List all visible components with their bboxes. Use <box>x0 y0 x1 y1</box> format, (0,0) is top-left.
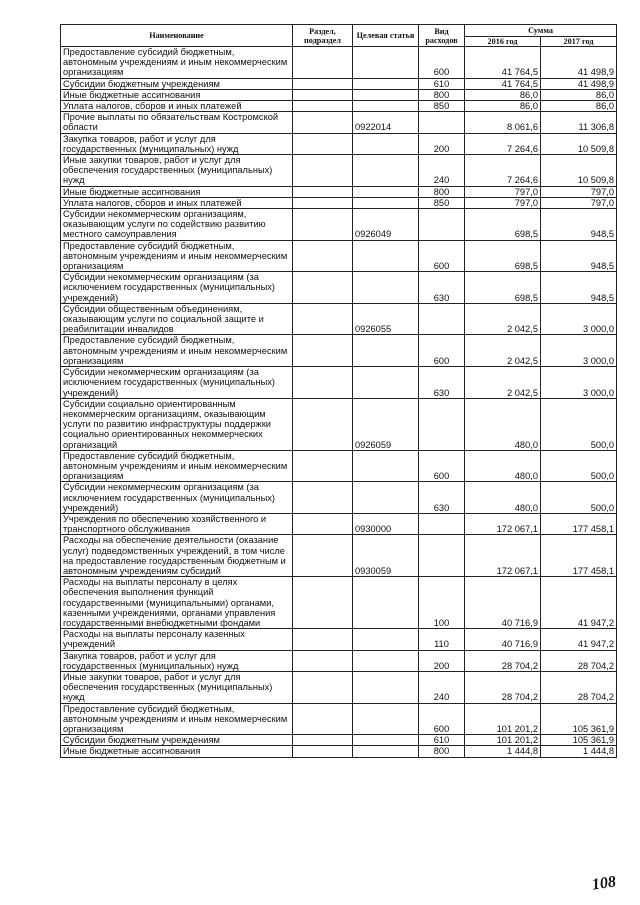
cell-y2016: 86,0 <box>465 89 541 100</box>
table-row <box>61 746 617 757</box>
cell-y2017: 1 444,8 <box>541 746 617 757</box>
cell-section <box>293 482 353 514</box>
cell-section <box>293 209 353 241</box>
cell-type: 200 <box>419 650 465 671</box>
cell-name: Уплата налогов, сборов и иных платежей <box>61 197 293 208</box>
table-row <box>61 240 617 272</box>
cell-y2016: 101 201,2 <box>465 735 541 746</box>
header-type: Вид расходов <box>419 25 465 47</box>
cell-target <box>353 272 419 304</box>
table-row <box>61 133 617 154</box>
cell-y2017: 105 361,9 <box>541 735 617 746</box>
cell-y2016: 480,0 <box>465 398 541 450</box>
cell-y2017: 105 361,9 <box>541 703 617 735</box>
cell-y2016: 41 764,5 <box>465 78 541 89</box>
cell-y2017: 11 306,8 <box>541 112 617 133</box>
cell-name: Прочие выплаты по обязательствам Костромской области <box>61 112 293 133</box>
header-name: Наименование <box>61 25 293 47</box>
cell-type: 630 <box>419 272 465 304</box>
cell-section <box>293 133 353 154</box>
cell-type: 200 <box>419 133 465 154</box>
table-row <box>61 335 617 367</box>
table-row <box>61 650 617 671</box>
cell-y2017: 500,0 <box>541 450 617 482</box>
cell-target <box>353 89 419 100</box>
cell-target <box>353 577 419 629</box>
cell-y2016: 698,5 <box>465 240 541 272</box>
table-row <box>61 197 617 208</box>
cell-target <box>353 186 419 197</box>
cell-y2017: 3 000,0 <box>541 367 617 399</box>
page-number: 108 <box>590 873 617 894</box>
cell-section <box>293 78 353 89</box>
table-row <box>61 398 617 450</box>
cell-y2016: 172 067,1 <box>465 535 541 577</box>
table-row <box>61 513 617 534</box>
cell-name: Субсидии бюджетным учреждениям <box>61 735 293 746</box>
table-row <box>61 209 617 241</box>
cell-y2016: 7 264,6 <box>465 155 541 187</box>
cell-y2016: 28 704,2 <box>465 671 541 703</box>
cell-type: 610 <box>419 735 465 746</box>
cell-target <box>353 650 419 671</box>
cell-y2017: 10 509,8 <box>541 133 617 154</box>
cell-type: 850 <box>419 101 465 112</box>
cell-section <box>293 155 353 187</box>
header-section: Раздел, подраздел <box>293 25 353 47</box>
cell-name: Закупка товаров, работ и услуг для государственных (муниципальных) нужд <box>61 650 293 671</box>
cell-y2016: 28 704,2 <box>465 650 541 671</box>
cell-name: Субсидии некоммерческим организациям (за исключением государственных (муниципальных) учреждений) <box>61 367 293 399</box>
table-row <box>61 78 617 89</box>
header-year-2017: 2017 год <box>541 37 617 47</box>
cell-type: 600 <box>419 335 465 367</box>
cell-target <box>353 78 419 89</box>
cell-type <box>419 209 465 241</box>
cell-section <box>293 513 353 534</box>
cell-y2016: 480,0 <box>465 450 541 482</box>
cell-y2016: 698,5 <box>465 272 541 304</box>
cell-target: 0930059 <box>353 535 419 577</box>
cell-y2016: 797,0 <box>465 197 541 208</box>
cell-y2017: 3 000,0 <box>541 303 617 335</box>
cell-name: Иные закупки товаров, работ и услуг для обеспечения государственных (муниципальных) нужд <box>61 155 293 187</box>
cell-type: 800 <box>419 746 465 757</box>
table-row <box>61 671 617 703</box>
cell-name: Предоставление субсидий бюджетным, автономным учреждениям и иным некоммерческим организациям <box>61 47 293 79</box>
cell-section <box>293 335 353 367</box>
table-row <box>61 629 617 650</box>
cell-y2016: 1 444,8 <box>465 746 541 757</box>
table-row <box>61 535 617 577</box>
cell-name: Иные бюджетные ассигнования <box>61 89 293 100</box>
table-row <box>61 155 617 187</box>
cell-y2016: 2 042,5 <box>465 335 541 367</box>
cell-y2017: 177 458,1 <box>541 513 617 534</box>
cell-target: 0926055 <box>353 303 419 335</box>
cell-y2017: 3 000,0 <box>541 335 617 367</box>
cell-name: Иные бюджетные ассигнования <box>61 186 293 197</box>
cell-y2017: 10 509,8 <box>541 155 617 187</box>
table-row <box>61 367 617 399</box>
cell-type: 800 <box>419 186 465 197</box>
cell-y2017: 797,0 <box>541 186 617 197</box>
cell-y2017: 41 498,9 <box>541 78 617 89</box>
header-target: Целевая статья <box>353 25 419 47</box>
cell-section <box>293 186 353 197</box>
cell-y2017: 41 947,2 <box>541 577 617 629</box>
cell-name: Уплата налогов, сборов и иных платежей <box>61 101 293 112</box>
cell-y2016: 86,0 <box>465 101 541 112</box>
cell-section <box>293 746 353 757</box>
cell-type: 630 <box>419 367 465 399</box>
cell-section <box>293 101 353 112</box>
cell-y2017: 28 704,2 <box>541 650 617 671</box>
cell-target <box>353 335 419 367</box>
cell-name: Закупка товаров, работ и услуг для государственных (муниципальных) нужд <box>61 133 293 154</box>
cell-target <box>353 101 419 112</box>
cell-y2017: 28 704,2 <box>541 671 617 703</box>
cell-y2016: 40 716,9 <box>465 629 541 650</box>
cell-type <box>419 112 465 133</box>
cell-section <box>293 577 353 629</box>
cell-section <box>293 735 353 746</box>
header-sum: Сумма <box>465 25 617 37</box>
cell-y2016: 7 264,6 <box>465 133 541 154</box>
cell-type: 240 <box>419 155 465 187</box>
cell-target <box>353 482 419 514</box>
table-row <box>61 482 617 514</box>
cell-name: Расходы на обеспечение деятельности (оказание услуг) подведомственных учреждений, в том числе на предоставление государственным бюджетным и автономным учреждениям субсидий <box>61 535 293 577</box>
cell-type: 600 <box>419 240 465 272</box>
cell-target <box>353 47 419 79</box>
cell-y2017: 948,5 <box>541 272 617 304</box>
cell-y2017: 948,5 <box>541 209 617 241</box>
cell-type: 110 <box>419 629 465 650</box>
cell-name: Субсидии некоммерческим организациям, оказывающим услуги по содействию развитию местного самоуправления <box>61 209 293 241</box>
cell-type: 600 <box>419 450 465 482</box>
cell-name: Иные бюджетные ассигнования <box>61 746 293 757</box>
cell-type: 800 <box>419 89 465 100</box>
table-row <box>61 47 617 79</box>
cell-name: Предоставление субсидий бюджетным, автономным учреждениям и иным некоммерческим организациям <box>61 335 293 367</box>
cell-section <box>293 629 353 650</box>
cell-type: 100 <box>419 577 465 629</box>
cell-section <box>293 671 353 703</box>
cell-section <box>293 47 353 79</box>
cell-name: Субсидии бюджетным учреждениям <box>61 78 293 89</box>
table-row <box>61 735 617 746</box>
cell-y2016: 172 067,1 <box>465 513 541 534</box>
cell-type <box>419 535 465 577</box>
cell-y2017: 797,0 <box>541 197 617 208</box>
table-row <box>61 186 617 197</box>
cell-name: Расходы на выплаты персоналу в целях обеспечения выполнения функций государственными (муниципальными) органами, казенными учреждениями, органами управления государственными внебюджетными фондами <box>61 577 293 629</box>
cell-y2017: 948,5 <box>541 240 617 272</box>
table-row <box>61 272 617 304</box>
cell-section <box>293 303 353 335</box>
cell-target <box>353 735 419 746</box>
cell-y2017: 86,0 <box>541 89 617 100</box>
cell-type: 600 <box>419 47 465 79</box>
cell-name: Иные закупки товаров, работ и услуг для обеспечения государственных (муниципальных) нужд <box>61 671 293 703</box>
cell-section <box>293 240 353 272</box>
cell-name: Субсидии некоммерческим организациям (за исключением государственных (муниципальных) учреждений) <box>61 272 293 304</box>
cell-type: 630 <box>419 482 465 514</box>
cell-name: Расходы на выплаты персоналу казенных учреждений <box>61 629 293 650</box>
budget-table <box>60 24 617 758</box>
cell-target: 0930000 <box>353 513 419 534</box>
cell-y2017: 41 498,9 <box>541 47 617 79</box>
cell-target <box>353 367 419 399</box>
cell-y2016: 8 061,6 <box>465 112 541 133</box>
cell-y2017: 500,0 <box>541 398 617 450</box>
cell-target <box>353 629 419 650</box>
cell-section <box>293 450 353 482</box>
cell-section <box>293 535 353 577</box>
cell-y2016: 101 201,2 <box>465 703 541 735</box>
cell-y2017: 41 947,2 <box>541 629 617 650</box>
cell-type <box>419 303 465 335</box>
cell-target <box>353 240 419 272</box>
table-row <box>61 101 617 112</box>
cell-y2017: 177 458,1 <box>541 535 617 577</box>
cell-y2016: 2 042,5 <box>465 367 541 399</box>
cell-y2016: 2 042,5 <box>465 303 541 335</box>
table-row <box>61 703 617 735</box>
cell-y2017: 500,0 <box>541 482 617 514</box>
table-header <box>61 25 617 47</box>
cell-name: Предоставление субсидий бюджетным, автономным учреждениям и иным некоммерческим организациям <box>61 240 293 272</box>
cell-type: 610 <box>419 78 465 89</box>
cell-target <box>353 671 419 703</box>
cell-type <box>419 513 465 534</box>
cell-section <box>293 398 353 450</box>
cell-name: Учреждения по обеспечению хозяйственного и транспортного обслуживания <box>61 513 293 534</box>
cell-name: Предоставление субсидий бюджетным, автономным учреждениям и иным некоммерческим организациям <box>61 703 293 735</box>
cell-y2016: 797,0 <box>465 186 541 197</box>
cell-target <box>353 155 419 187</box>
cell-type <box>419 398 465 450</box>
cell-y2016: 698,5 <box>465 209 541 241</box>
cell-type: 600 <box>419 703 465 735</box>
cell-target <box>353 703 419 735</box>
table-row <box>61 89 617 100</box>
cell-y2017: 86,0 <box>541 101 617 112</box>
cell-target <box>353 133 419 154</box>
table-row <box>61 303 617 335</box>
cell-section <box>293 650 353 671</box>
cell-section <box>293 89 353 100</box>
cell-y2016: 41 764,5 <box>465 47 541 79</box>
header-year-2016: 2016 год <box>465 37 541 47</box>
cell-name: Предоставление субсидий бюджетным, автономным учреждениям и иным некоммерческим организациям <box>61 450 293 482</box>
cell-y2016: 480,0 <box>465 482 541 514</box>
cell-section <box>293 703 353 735</box>
table-row <box>61 577 617 629</box>
table-body <box>61 47 617 758</box>
cell-section <box>293 197 353 208</box>
cell-y2016: 40 716,9 <box>465 577 541 629</box>
cell-name: Субсидии социально ориентированным некоммерческим организациям, оказывающим услуги по развитию инфраструктуры поддержки социально ориентированных некоммерческих организаций <box>61 398 293 450</box>
cell-target <box>353 450 419 482</box>
cell-target: 0926059 <box>353 398 419 450</box>
table-row <box>61 450 617 482</box>
cell-type: 240 <box>419 671 465 703</box>
cell-section <box>293 272 353 304</box>
cell-section <box>293 112 353 133</box>
cell-name: Субсидии некоммерческим организациям (за исключением государственных (муниципальных) учреждений) <box>61 482 293 514</box>
cell-name: Субсидии общественным объединениям, оказывающим услуги по социальной защите и реабилитации инвалидов <box>61 303 293 335</box>
cell-target <box>353 746 419 757</box>
table-row <box>61 112 617 133</box>
cell-type: 850 <box>419 197 465 208</box>
cell-target: 0926049 <box>353 209 419 241</box>
cell-target <box>353 197 419 208</box>
cell-target: 0922014 <box>353 112 419 133</box>
cell-section <box>293 367 353 399</box>
